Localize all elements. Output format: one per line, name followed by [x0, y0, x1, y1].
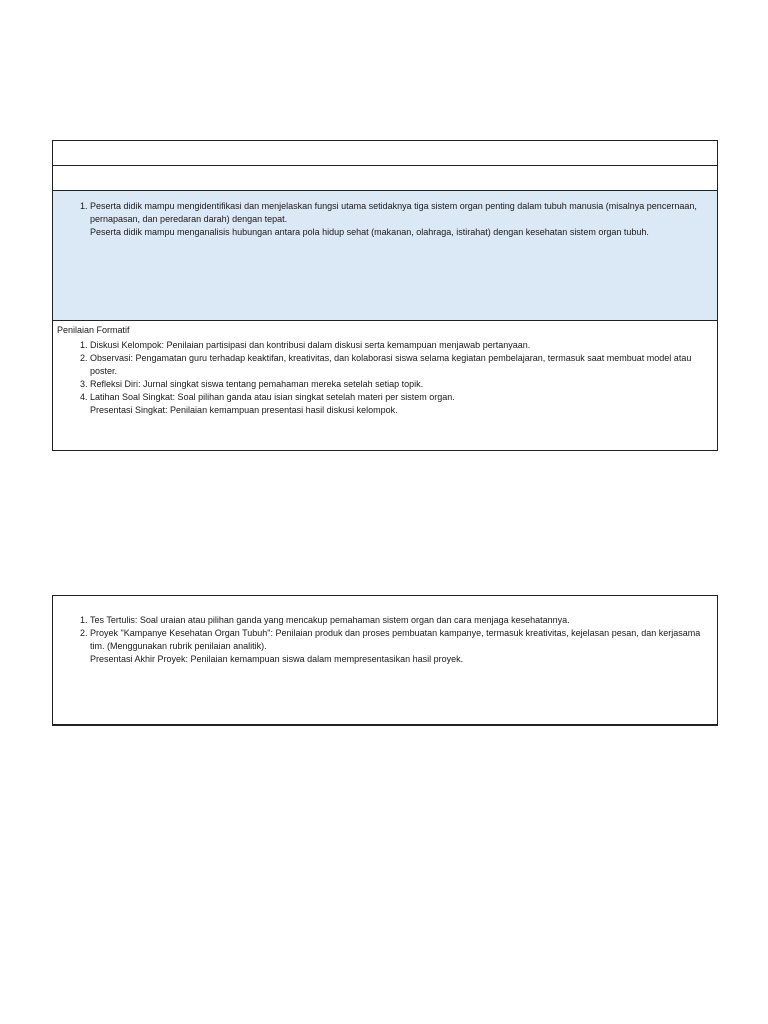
objective-item: 1. Peserta didik mampu mengidentifikasi dan menjelaskan fungsi utama setidaknya tiga sistem organ penting dalam tubuh manusia (misalnya pencernaan, pernapasan, dan peredaran darah) dengan tepat.	[90, 200, 711, 226]
formative-item: 4. Latihan Soal Singkat: Soal pilihan ganda atau isian singkat setelah materi per sistem organ.	[90, 391, 711, 404]
formative-item: 3. Refleksi Diri: Jurnal singkat siswa tentang pemahaman mereka setelah setiap topik.	[90, 378, 711, 391]
summative-list	[53, 614, 711, 653]
formative-continuation: Presentasi Singkat: Penilaian kemampuan presentasi hasil diskusi kelompok.	[90, 405, 398, 415]
learning-objectives-cell	[53, 191, 717, 321]
objective-continuation: Peserta didik mampu menganalisis hubungan antara pola hidup sehat (makanan, olahraga, istirahat) dengan kesehatan sistem organ tubuh.	[90, 227, 649, 237]
formative-item: 1. Diskusi Kelompok: Penilaian partisipasi dan kontribusi dalam diskusi serta kemampuan menjawab pertanyaan.	[90, 339, 711, 352]
assessment-table	[52, 140, 718, 451]
summative-continuation: Presentasi Akhir Proyek: Penilaian kemampuan siswa dalam mempresentasikan hasil proyek.	[90, 654, 464, 664]
summative-item: 1. Tes Tertulis: Soal uraian atau pilihan ganda yang mencakup pemahaman sistem organ dan cara menjaga kesehatannya.	[90, 614, 711, 627]
objectives-list	[53, 200, 711, 226]
formative-assessment-cell	[53, 321, 717, 417]
formative-item: 2. Observasi: Pengamatan guru terhadap keaktifan, kreativitas, dan kolaborasi siswa selama kegiatan pembelajaran, termasuk saat membuat model atau poster.	[90, 352, 711, 378]
empty-row-1	[53, 141, 717, 166]
summative-item: 2. Proyek "Kampanye Kesehatan Organ Tubuh": Penilaian produk dan proses pembuatan kampanye, termasuk kreativitas, kejelasan pesan, dan kerjasama tim. (Menggunakan rubrik penilaian analitik).	[90, 627, 711, 653]
formative-list	[57, 339, 711, 404]
empty-row-2	[53, 166, 717, 191]
formative-heading: Penilaian Formatif	[57, 325, 130, 335]
summative-assessment-box	[52, 595, 718, 726]
